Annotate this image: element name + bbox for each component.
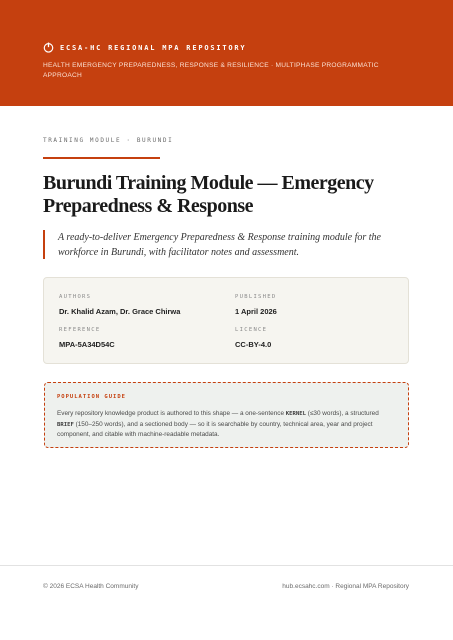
- meta-label: LICENCE: [235, 327, 268, 333]
- meta-value: Dr. Khalid Azam, Dr. Grace Chirwa: [59, 307, 181, 316]
- meta-value: MPA-5A34D54C: [59, 340, 115, 349]
- page-header: [0, 0, 453, 106]
- power-icon: [43, 42, 54, 53]
- page-title: Burundi Training Module — Emergency Preparedness & Response: [43, 172, 374, 217]
- brand: [43, 42, 246, 53]
- kernel-keyword: KERNEL: [285, 411, 306, 417]
- guide-label: POPULATION GUIDE: [57, 394, 126, 400]
- metadata-card: [43, 277, 409, 364]
- meta-label: PUBLISHED: [235, 294, 277, 300]
- meta-authors: [59, 294, 180, 316]
- meta-label: REFERENCE: [59, 327, 101, 333]
- brief-keyword: BRIEF: [57, 421, 74, 428]
- eyebrow: TRAINING MODULE · BURUNDI: [43, 137, 174, 144]
- guide-text-part: (150–250 words), and a sectioned body — so it is searchable by country, technical area, year and project component, and citable with machine-readable metadata.: [57, 420, 373, 438]
- footer-link[interactable]: hub.ecsahc.com · Regional MPA Repository: [282, 583, 409, 590]
- population-guide: [44, 382, 409, 448]
- footer-divider: [0, 565, 453, 566]
- footer-copyright: © 2026 ECSA Health Community: [43, 583, 139, 590]
- meta-reference: [59, 327, 115, 349]
- meta-value: CC-BY-4.0: [235, 340, 272, 349]
- meta-licence: [235, 327, 271, 349]
- lede: A ready-to-deliver Emergency Preparedness & Response training module for the workforce in Burundi, with facilitator notes and assessment.: [43, 230, 409, 259]
- guide-text-part: Every repository knowledge product is authored to this shape — a one-sentence: [57, 410, 286, 417]
- meta-label: AUTHORS: [59, 294, 92, 300]
- guide-text-part: (≤30 words), a structured: [306, 410, 379, 417]
- meta-published: [235, 294, 277, 316]
- accent-rule: [43, 157, 160, 159]
- brand-name: ECSA-HC REGIONAL MPA REPOSITORY: [60, 43, 247, 52]
- header-subtitle: HEALTH EMERGENCY PREPAREDNESS, RESPONSE & RESILIENCE · MULTIPHASE PROGRAMMATIC APPROACH: [43, 62, 379, 79]
- meta-value: 1 April 2026: [235, 307, 277, 316]
- guide-text: [57, 409, 396, 441]
